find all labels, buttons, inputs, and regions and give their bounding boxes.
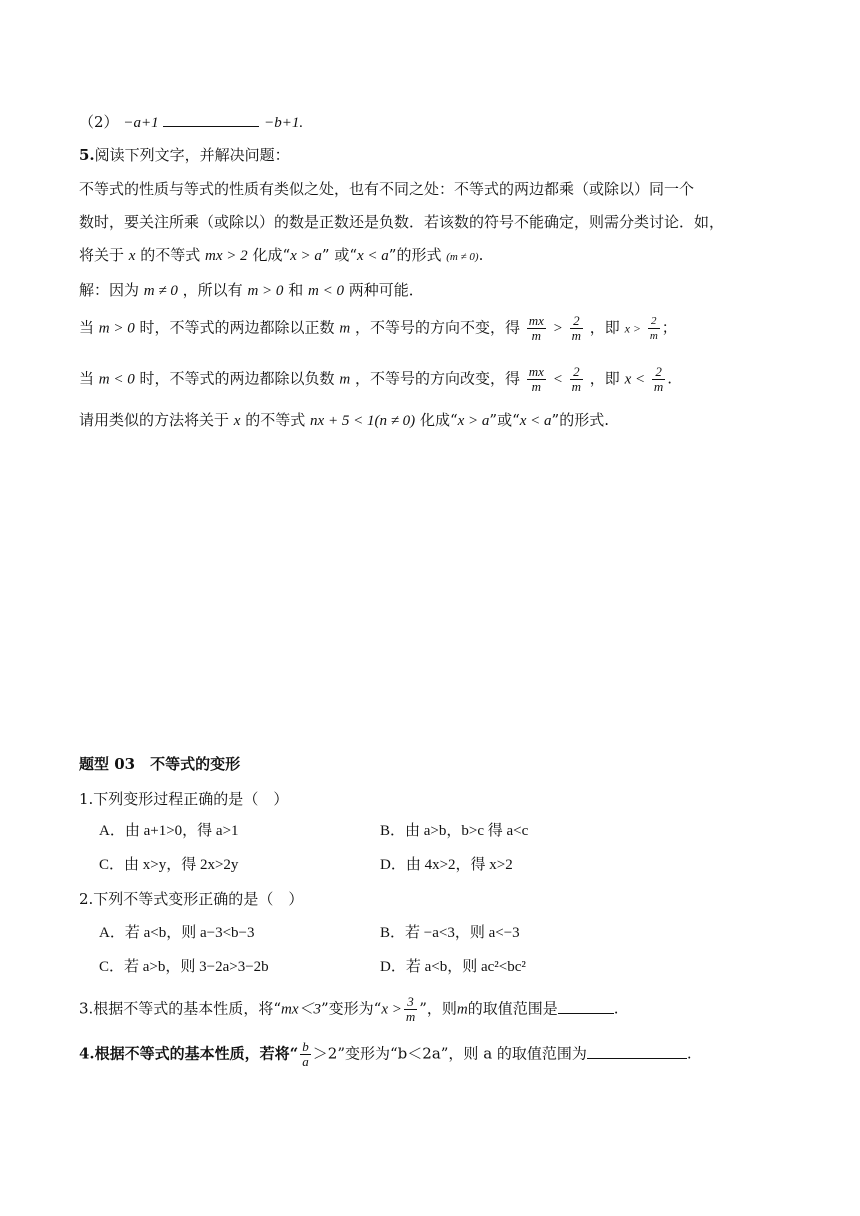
text: 当 — [79, 318, 95, 337]
right-expression: −b+1. — [264, 115, 304, 131]
condition: m < 0 — [98, 371, 135, 388]
numerator: 3 — [404, 995, 417, 1010]
text: 时，不等式的两边都除以正数 — [139, 318, 335, 337]
q3 — [79, 995, 619, 1024]
form-1: x > a — [290, 248, 322, 264]
variable-x: x — [233, 413, 241, 429]
result: x > — [624, 321, 642, 336]
denominator: m — [653, 379, 664, 394]
q5-case-positive — [79, 314, 677, 343]
text: ，不等号的方向改变，得 — [354, 369, 520, 388]
numerator: 2 — [570, 365, 583, 380]
text: ”变形为“ — [320, 999, 382, 1018]
case-positive: m > 0 — [247, 283, 284, 299]
text: 和 — [288, 281, 304, 299]
question-number: 5. — [79, 146, 95, 164]
fraction — [527, 365, 546, 394]
denominator: m — [571, 379, 582, 394]
text: 时，不等式的两边都除以负数 — [139, 369, 335, 388]
numerator: 2 — [648, 314, 660, 329]
text: ” 或“ — [321, 246, 358, 264]
question-title: 阅读下列文字，并解决问题： — [94, 146, 290, 164]
text: ； — [661, 318, 677, 337]
text: 的不等式 — [140, 246, 201, 264]
text: . — [478, 246, 484, 264]
numerator: mx — [528, 313, 544, 328]
text: ，所以有 — [182, 281, 243, 299]
form-2: x < a — [357, 248, 389, 264]
inequality: mx＜3 — [280, 1001, 321, 1018]
text: 解：因为 — [79, 281, 140, 299]
section-title: 题型 03 不等式的变形 — [79, 755, 241, 773]
inequality: mx > 2 — [205, 248, 248, 264]
q5-case-negative — [79, 365, 672, 394]
fraction — [652, 365, 665, 394]
text: . — [667, 369, 673, 388]
text: . — [686, 1044, 692, 1063]
numerator: 2 — [652, 365, 665, 380]
denominator: m — [649, 330, 658, 342]
text: ”或“ — [489, 411, 520, 429]
q5-title — [79, 145, 290, 165]
text: 化成“ — [252, 246, 291, 264]
text: 将关于 — [79, 246, 125, 264]
q1-option-a[interactable]: A．由 a+1>0，得 a>1 — [99, 823, 239, 839]
variable-m: m — [339, 320, 351, 337]
q1-option-d[interactable]: D．由 4x>2，得 x>2 — [380, 857, 513, 873]
inequality: nx + 5 < 1(n ≠ 0) — [310, 413, 416, 429]
text: 化成“ — [419, 411, 458, 429]
q2-option-b[interactable]: B．若 −a<3，则 a<−3 — [380, 925, 520, 941]
text: 的取值范围是 — [467, 999, 558, 1018]
numerator: mx — [528, 364, 544, 379]
q4 — [79, 1040, 692, 1069]
fraction — [648, 314, 660, 343]
q2-option-d[interactable]: D．若 a<b，则 ac²<bc² — [380, 959, 526, 975]
denominator: m — [531, 328, 542, 343]
text: ”的形式. — [551, 411, 609, 429]
q5-task — [79, 410, 609, 431]
form-1: x > a — [457, 413, 490, 429]
q2-option-a[interactable]: A．若 a<b，则 a−3<b−3 — [99, 925, 255, 941]
condition: (m ≠ 0) — [446, 251, 479, 263]
denominator: m — [531, 379, 542, 394]
form-2: x < a — [519, 413, 552, 429]
condition: m ≠ 0 — [143, 283, 178, 299]
q2-stem: 2.下列不等式变形正确的是（ ） — [79, 890, 304, 908]
operator: > — [552, 320, 563, 337]
answer-blank[interactable] — [163, 112, 259, 127]
q5-paragraph-line2: 数时，要关注所乘（或除以）的数是正数还是负数．若该数的符号不能确定，则需分类讨论．如， — [79, 213, 725, 231]
operator: < — [552, 371, 563, 388]
text: 请用类似的方法将关于 — [79, 411, 230, 429]
result: x > — [381, 1001, 402, 1018]
text: 两种可能． — [348, 281, 424, 299]
q1-option-b[interactable]: B．由 a>b，b>c 得 a<c — [380, 823, 529, 839]
variable-m: m — [456, 1001, 468, 1018]
fraction — [300, 1040, 311, 1069]
text: ”，则 — [419, 999, 457, 1018]
case-negative: m < 0 — [308, 283, 344, 299]
text: 的不等式 — [245, 411, 306, 429]
denominator: a — [302, 1054, 309, 1069]
text: ＞2”变形为“b＜2a”，则 a 的取值范围为 — [312, 1044, 587, 1063]
q1-option-c[interactable]: C．由 x>y，得 2x>2y — [99, 857, 239, 873]
text: . — [613, 999, 619, 1018]
text: ”的形式 — [388, 246, 442, 264]
text: 当 — [79, 369, 95, 388]
q5-solution-intro — [79, 280, 424, 301]
text: ，即 — [589, 318, 620, 337]
text: 4.根据不等式的基本性质，若将“ — [79, 1044, 299, 1063]
denominator: m — [571, 328, 582, 343]
text: 3.根据不等式的基本性质，将“ — [79, 999, 281, 1018]
text: ，不等号的方向不变，得 — [354, 318, 520, 337]
answer-blank[interactable] — [558, 999, 614, 1014]
q1-stem: 1.下列变形过程正确的是（ ） — [79, 790, 289, 808]
fraction — [570, 314, 583, 343]
numerator: b — [302, 1039, 309, 1054]
result: x < — [624, 371, 646, 388]
answer-blank[interactable] — [587, 1044, 687, 1059]
text: ，即 — [589, 369, 620, 388]
fraction — [527, 314, 546, 343]
q2-option-c[interactable]: C．若 a>b，则 3−2a>3−2b — [99, 959, 269, 975]
q5-paragraph-line3 — [79, 245, 483, 267]
q5-paragraph-line1: 不等式的性质与等式的性质有类似之处，也有不同之处：不等式的两边都乘（或除以）同一个 — [79, 180, 695, 198]
condition: m > 0 — [98, 320, 135, 337]
fraction — [404, 995, 417, 1024]
part-label: （2） — [79, 113, 119, 131]
denominator: m — [405, 1009, 416, 1024]
variable-x: x — [128, 248, 136, 264]
numerator: 2 — [570, 314, 583, 329]
variable-m: m — [339, 371, 351, 388]
q4-part2 — [79, 112, 303, 133]
fraction — [570, 365, 583, 394]
left-expression: −a+1 — [123, 115, 159, 131]
